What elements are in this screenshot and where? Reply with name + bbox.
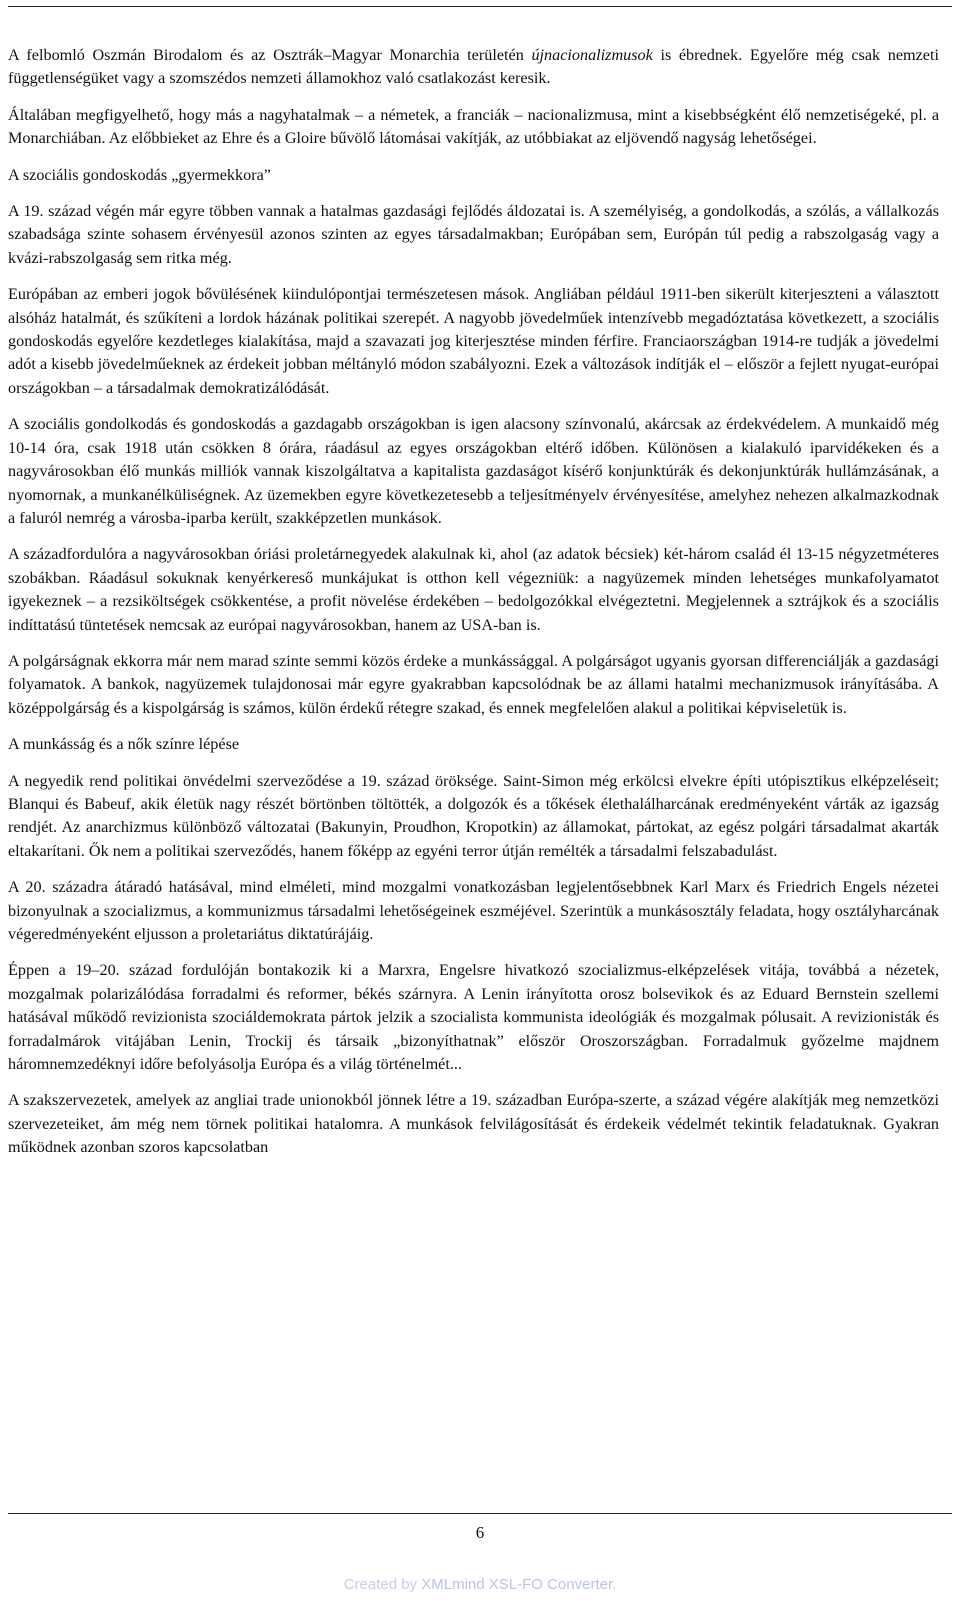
paragraph: Általában megfigyelhető, hogy más a nagyhatalmak – a németek, a franciák – nacionalizmusa, mint a kisebbségként élő nemzetiségeké, pl. a Monarchiában. Az előbbieket az Ehre és a Gloire bűvölő látomásai vakítják, az utóbbiakat az eljövendő nagyság lehetőségei.	[8, 105, 939, 148]
paragraph: A szakszervezetek, amelyek az angliai trade unionokból jönnek létre a 19. században Európa-szerte, a század végére alakítják meg nemzetközi szervezeteiket, ám még nem törnek politikai hatalomra. A munkások felvilágosítását és érdekeik védelmét tekintik feladatuknak. Gyakran működnek azonban szoros kapcsolatban	[8, 1091, 939, 1157]
paragraph: A 19. század végén már egyre többen vannak a hatalmas gazdasági fejlődés áldozatai is. A személyiség, a gondolkodás, a szólás, a vállalkozás szabadsága szinte sohasem érvényesül azonos szinten az egyes társadalmakban; Európában sem, Európán túl pedig a rabszolgaság vagy a kvázi-rabszolgaság sem ritka még.	[8, 202, 939, 267]
footer-rule	[8, 1513, 952, 1514]
paragraph: Európában az emberi jogok bővülésének kiindulópontjai természetesen mások. Angliában például 1911-ben sikerült kiterjeszteni a választott alsóház hatalmát, és szűkíteni a lordok házának politikai szerepét. A nagyobb jövedelműek intenzívebb megadóztatása következett, a szociális gondoskodás egyelőre kezdetleges kialakítása, majd a szavazati jog kiterjesztése minden férfire. Franciaországban 1914-re tudják a jövedelmi adót a kisebb jövedelműeknek az érdekeit jobban méltányló módon szabályozni. Ezek a változások indítják el – először a fejlett nyugat-európai országokban – a társadalmak demokratizálódását.	[8, 285, 939, 397]
page-number: 6	[475, 1523, 485, 1542]
paragraph: A szociális gondolkodás és gondoskodás a gazdagabb országokban is igen alacsony színvonalú, akárcsak az érdekvédelem. A munkaidő még 10-14 óra, csak 1918 után csökken 8 órára, ráadásul az egyes országokban eltérő időben. Különösen a kialakuló iparvidékeken és a nagyvárosokban élő munkás milliók vannak kiszolgáltatva a kapitalista gazdaságot kísérő konjunktúrák és dekonjunktúrák hullámzásának, a nyomornak, a munkanélküliségnek. Az üzemekben egyre következetesebb a teljesítményelv érvényesítése, amelyhez nehezen alkalmazkodnak a faluról nemrég a városba-iparba került, szakképzetlen munkások.	[8, 415, 939, 527]
converter-watermark	[0, 1576, 960, 1593]
document-body	[8, 44, 939, 1173]
paragraph: A 20. századra átáradó hatásával, mind elméleti, mind mozgalmi vonatkozásban legjelentősebbnek Karl Marx és Friedrich Engels nézetei bizonyulnak a szocializmus, a kommunizmus társadalmi lehetőségeinek eszméjével. Szerintük a munkásosztály feladata, hogy osztályharcának végeredményeként eljusson a proletariátus diktatúrájáig.	[8, 878, 939, 943]
watermark-prefix: Created by	[343, 1576, 422, 1593]
paragraph: A századfordulóra a nagyvárosokban óriási proletárnegyedek alakulnak ki, ahol (az adatok bécsiek) két-három család él 13-15 négyzetméteres szobákban. Ráadásul sokuknak kenyérkereső munkájukat is otthon kell végezniük: a nagyüzemek minden lehetséges munkafolyamatot igyekeznek – a rezsiköltségek csökkentése, a profit növelése érdekében – bedolgozókkal elvégeztetni. Megjelennek a sztrájkok és a szociális indíttatású tüntetések nemcsak az európai nagyvárosokban, hanem az USA-ban is.	[8, 545, 939, 634]
section-heading: A szociális gondoskodás „gyermekkora”	[8, 165, 271, 184]
watermark-brand: XMLmind XSL-FO Converter.	[421, 1576, 617, 1593]
paragraph: Éppen a 19–20. század fordulóján bontakozik ki a Marxra, Engelsre hivatkozó szocializmus-elképzelések vitája, továbbá a nézetek, mozgalmak polarizálódása forradalmi és reformer, békés szárnyra. A Lenin irányította orosz bolsevikok és az Eduard Bernstein szellemi hatásával működő revizionista szociáldemokrata pártok jelzik a szocialista kommunista ideológiák és mozgalmak pólusait. A revizionisták és forradalmárok vitájában Lenin, Trockij és társaik „bizonyíthatnak” először Oroszországban. Forradalmuk győzelme majdnem háromnemzedéknyi időre befolyásolja Európa és a világ történelmét...	[8, 961, 939, 1074]
paragraph: A negyedik rend politikai önvédelmi szerveződése a 19. század öröksége. Saint-Simon még erkölcsi elvekre építi utópisztikus elképzeléseit; Blanqui és Babeuf, akik életük nagy részét börtönben töltötték, a dolgozók és a tőkések élethalálharcának eredményeként várták az igazság rendjét. Az anarchizmus különböző változatai (Bakunyin, Proudhon, Kropotkin) az államokat, pártokat, az egész polgári társadalmat akarták eltakarítani. Ők nem a politikai szerveződés, hanem főképp az egyéni terror útján remélték a társadalmi felszabadulást.	[8, 771, 939, 860]
section-heading: A munkásság és a nők színre lépése	[8, 735, 240, 754]
paragraph: A felbomló Oszmán Birodalom és az Osztrák–Magyar Monarchia területén újnacionalizmusok is ébrednek. Egyelőre még csak nemzeti függetlenségüket vagy a szomszédos nemzeti államokhoz való csatlakozást keresik.	[8, 46, 939, 88]
paragraph-italic: újnacionalizmusok	[531, 46, 653, 64]
paragraph: A polgárságnak ekkorra már nem marad szinte semmi közös érdeke a munkássággal. A polgárságot ugyanis gyorsan differenciálják a gazdasági folyamatok. A bankok, nagyüzemek tulajdonosai már egyre gyakrabban kapcsolódnak be az állami hatalmi mechanizmusok irányításába. A középpolgárság és a kispolgárság is számos, külön érdekű rétegre szakad, és ennek megfelelően alakul a politikai képviseletük is.	[8, 651, 939, 717]
header-rule	[8, 6, 952, 7]
